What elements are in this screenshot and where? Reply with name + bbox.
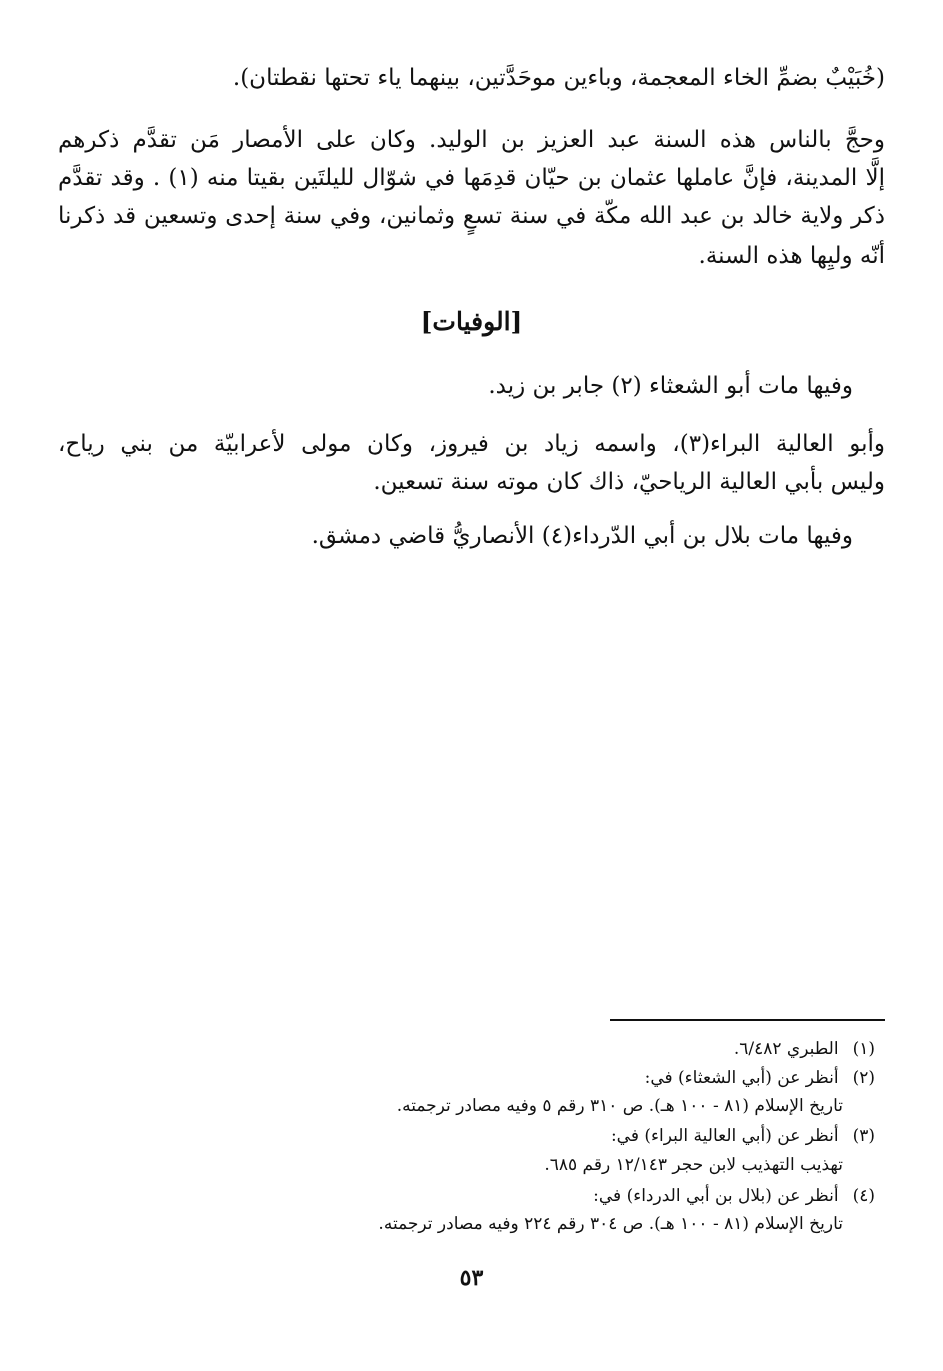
footnote-continuation [378, 1211, 843, 1237]
footnote [734, 1036, 875, 1062]
footnote-text: تاريخ الإسلام (٨١ - ١٠٠ هـ). ص ٣١٠ رقم ٥ وفيه مصادر ترجمته. [396, 1096, 843, 1116]
footnote-text: أنظر عن (بلال بن أبي الدرداء) في: [593, 1186, 839, 1206]
section-heading: [الوفيات] [420, 307, 523, 336]
footnote-text: الطبري ٦/٤٨٢. [733, 1039, 839, 1059]
footnote-number: (٣) [852, 1126, 875, 1146]
page-number: ٥٣ [459, 1265, 484, 1291]
body-line: ذكر ولاية خالد بن عبد الله مكّة في سنة تسعٍ وثمانين، وفي سنة إحدى وتسعين قد ذكرنا [58, 203, 885, 229]
body-line: وفيها مات أبو الشعثاء (٢) جابر بن زيد. [488, 373, 853, 399]
footnote-text: أنظر عن (أبي العالية البراء) في: [610, 1126, 839, 1146]
body-line: وليس بأبي العالية الرياحيّ، ذاك كان موته سنة تسعين. [373, 469, 885, 495]
footnote-number: (٢) [852, 1068, 875, 1088]
body-line: أنّه وليِها هذه السنة. [698, 243, 885, 269]
body-line: وأبو العالية البراء(٣)، واسمه زياد بن فيروز، وكان مولى لأعرابيّة من بني رياح، [58, 431, 886, 457]
body-line: وحجَّ بالناس هذه السنة عبد العزيز بن الوليد. وكان على الأمصار مَن تقدَّم ذكرهم [58, 127, 885, 153]
footnote-continuation [397, 1093, 843, 1119]
footnote-number: (١) [852, 1039, 875, 1059]
body-line: إلَّا المدينة، فإنَّ عاملها عثمان بن حيّان قدِمَها في شوّال لليلتَين بقيتا منه (١) . وقد تقدَّم [58, 165, 885, 191]
footnote-separator [610, 1019, 885, 1021]
main-text [0, 0, 943, 600]
footnote-text: تاريخ الإسلام (٨١ - ١٠٠ هـ). ص ٣٠٤ رقم ٢٢٤ وفيه مصادر ترجمته. [378, 1214, 843, 1234]
footnote [611, 1123, 875, 1149]
footnote-number: (٤) [852, 1186, 875, 1206]
body-line: وفيها مات بلال بن أبي الدّرداء(٤) الأنصاريُّ قاضي دمشق. [311, 523, 853, 549]
body-line: (خُبَيْبٌ بضمِّ الخاء المعجمة، وباءين موحَدَّتين، بينهما ياء تحتها نقطتان). [232, 65, 885, 91]
footnote [593, 1183, 875, 1209]
footnote-text: أنظر عن (أبي الشعثاء) في: [644, 1068, 839, 1088]
footnote [645, 1065, 875, 1091]
footnote-text: تهذيب التهذيب لابن حجر ١٢/١٤٣ رقم ٦٨٥. [544, 1155, 843, 1175]
footnote-continuation [544, 1152, 843, 1178]
